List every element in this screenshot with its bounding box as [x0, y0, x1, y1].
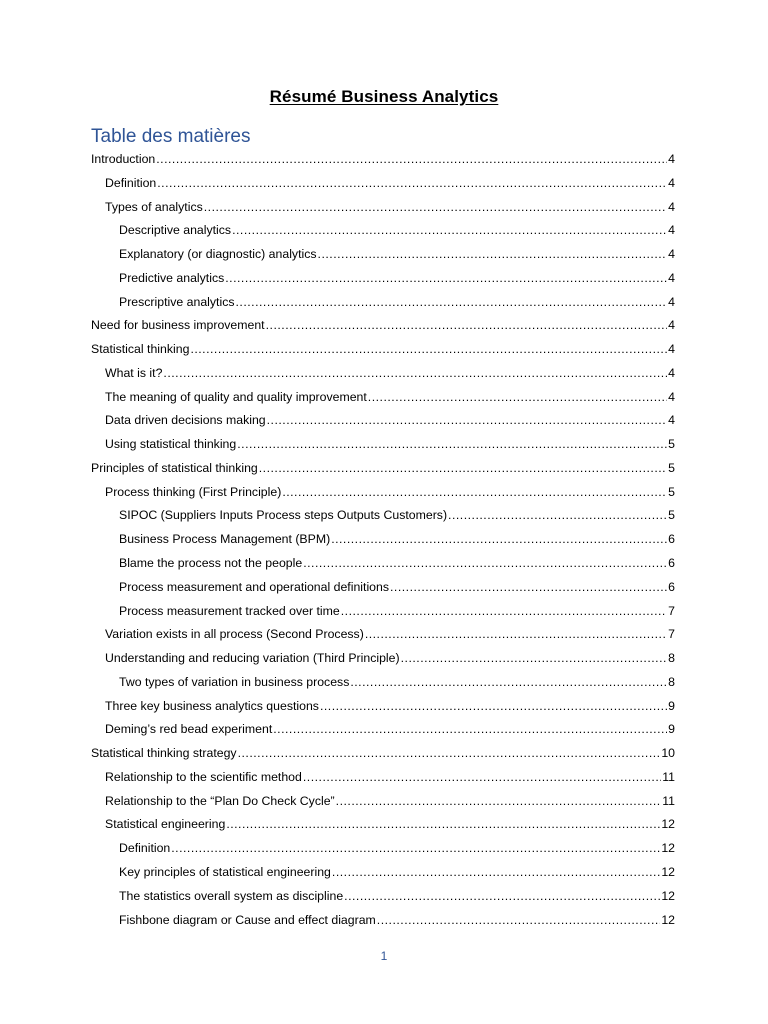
toc-dot-leader: [267, 409, 668, 433]
toc-entry[interactable]: [91, 576, 675, 600]
toc-entry-page[interactable]: 4: [668, 223, 675, 238]
toc-entry[interactable]: [91, 528, 675, 552]
toc-entry-page[interactable]: 11: [662, 793, 675, 808]
toc-dot-leader: [156, 148, 667, 172]
toc-dot-leader: [171, 837, 660, 861]
toc-entry[interactable]: [91, 219, 675, 243]
toc-dot-leader: [204, 196, 667, 220]
toc-entry-page[interactable]: 6: [668, 579, 675, 594]
toc-entry[interactable]: [91, 457, 675, 481]
toc-entry[interactable]: [91, 409, 675, 433]
toc-entry-label[interactable]: Relationship to the “Plan Do Check Cycle”: [105, 793, 335, 808]
toc-entry-page[interactable]: 4: [668, 294, 675, 309]
toc-entry-label[interactable]: Definition: [105, 175, 157, 190]
toc-entry[interactable]: [91, 861, 675, 885]
toc-entry-label[interactable]: Variation exists in all process (Second Process): [105, 627, 364, 642]
toc-dot-leader: [163, 362, 667, 386]
toc-entry-label[interactable]: Key principles of statistical engineering: [119, 864, 331, 879]
page-number: 1: [380, 949, 388, 963]
toc-entry[interactable]: [91, 338, 675, 362]
toc-entry[interactable]: [91, 837, 675, 861]
toc-entry-label[interactable]: Understanding and reducing variation (Third Principle): [105, 651, 400, 666]
toc-dot-leader: [332, 861, 660, 885]
toc-dot-leader: [336, 790, 662, 814]
toc-entry-label[interactable]: Business Process Management (BPM): [119, 532, 331, 547]
toc-dot-leader: [226, 813, 660, 837]
toc-entry[interactable]: [91, 362, 675, 386]
toc-entry-label[interactable]: Statistical thinking strategy: [91, 746, 237, 761]
toc-dot-leader: [282, 481, 667, 505]
toc-entry-label[interactable]: The meaning of quality and quality improvement: [105, 389, 367, 404]
toc-entry-page[interactable]: 4: [668, 270, 675, 285]
toc-entry-page[interactable]: 5: [668, 437, 675, 452]
toc-entry-page[interactable]: 12: [661, 864, 675, 879]
toc-entry[interactable]: [91, 291, 675, 315]
toc-entry-label[interactable]: Explanatory (or diagnostic) analytics: [119, 247, 317, 262]
toc-dot-leader: [303, 766, 661, 790]
toc-entry-label[interactable]: Types of analytics: [105, 199, 203, 214]
toc-entry-label[interactable]: Introduction: [91, 152, 156, 166]
toc-dot-leader: [259, 457, 667, 481]
toc-entry-page[interactable]: 8: [668, 651, 675, 666]
toc-dot-leader: [238, 742, 661, 766]
toc-entry-page[interactable]: 4: [668, 342, 675, 357]
toc-entry-page[interactable]: 4: [668, 247, 675, 262]
toc-entry-label[interactable]: Two types of variation in business process: [119, 674, 350, 689]
toc-entry[interactable]: [91, 718, 675, 742]
toc-entry-page[interactable]: 12: [661, 817, 675, 832]
toc-dot-leader: [157, 172, 667, 196]
toc-entry[interactable]: [91, 481, 675, 505]
toc-entry-page[interactable]: 8: [668, 674, 675, 689]
toc-entry-label[interactable]: Fishbone diagram or Cause and effect diagram: [119, 912, 376, 927]
toc-entry-page[interactable]: 12: [661, 841, 675, 856]
toc-dot-leader: [350, 671, 667, 695]
toc-dot-leader: [320, 695, 667, 719]
toc-entry-page[interactable]: 5: [668, 460, 675, 475]
toc-dot-leader: [237, 433, 667, 457]
toc-entry-page[interactable]: 4: [668, 152, 675, 166]
toc-entry[interactable]: [91, 671, 675, 695]
toc-entry-label[interactable]: Need for business improvement: [91, 318, 265, 333]
toc-entry-label[interactable]: Definition: [119, 841, 171, 856]
toc-entry-label[interactable]: Descriptive analytics: [119, 223, 232, 238]
toc-entry-label[interactable]: Process thinking (First Principle): [105, 484, 282, 499]
toc-entry-page[interactable]: 9: [668, 698, 675, 713]
toc-entry-label[interactable]: Deming’s red bead experiment: [105, 722, 273, 737]
toc-entry[interactable]: [91, 647, 675, 671]
toc-dot-leader: [368, 386, 667, 410]
toc-entry[interactable]: [91, 196, 675, 220]
toc-dot-leader: [225, 267, 667, 291]
toc-dot-leader: [365, 623, 667, 647]
toc-entry-page[interactable]: 6: [668, 556, 675, 571]
toc-entry-page[interactable]: 4: [668, 175, 675, 190]
toc-entry-page[interactable]: 4: [668, 413, 675, 428]
toc-entry[interactable]: [91, 267, 675, 291]
toc-entry-page[interactable]: 4: [668, 199, 675, 214]
toc-entry[interactable]: [91, 386, 675, 410]
toc-dot-leader: [303, 552, 667, 576]
toc-entry-page[interactable]: 5: [668, 508, 675, 523]
toc-dot-leader: [377, 909, 661, 933]
toc-dot-leader: [273, 718, 667, 742]
toc-entry[interactable]: [91, 790, 675, 814]
toc-dot-leader: [232, 219, 667, 243]
table-of-contents: [91, 148, 675, 932]
toc-entry[interactable]: [91, 623, 675, 647]
toc-entry-page[interactable]: 11: [662, 769, 675, 784]
toc-entry[interactable]: [91, 695, 675, 719]
toc-entry-label[interactable]: Statistical thinking: [91, 342, 190, 357]
toc-entry-page[interactable]: 4: [668, 318, 675, 333]
toc-entry[interactable]: [91, 243, 675, 267]
toc-entry-page[interactable]: 4: [668, 389, 675, 404]
toc-entry-label[interactable]: Process measurement tracked over time: [119, 603, 340, 618]
toc-dot-leader: [401, 647, 668, 671]
toc-entry-label[interactable]: Predictive analytics: [119, 270, 225, 285]
toc-entry[interactable]: [91, 909, 675, 933]
toc-entry-label[interactable]: Three key business analytics questions: [105, 698, 319, 713]
toc-entry-label[interactable]: Process measurement and operational definitions: [119, 579, 390, 594]
toc-entry-page[interactable]: 12: [661, 888, 675, 903]
toc-entry[interactable]: [91, 314, 675, 338]
toc-entry-label[interactable]: SIPOC (Suppliers Inputs Process steps Outputs Customers): [119, 508, 448, 523]
toc-entry-label[interactable]: Blame the process not the people: [119, 556, 303, 571]
toc-dot-leader: [390, 576, 667, 600]
toc-dot-leader: [341, 600, 667, 624]
toc-entry[interactable]: [91, 813, 675, 837]
toc-entry[interactable]: [91, 600, 675, 624]
toc-entry[interactable]: [91, 504, 675, 528]
toc-heading: Table des matières: [91, 126, 251, 147]
toc-entry-label[interactable]: Principles of statistical thinking: [91, 460, 258, 475]
toc-entry-page[interactable]: 9: [668, 722, 675, 737]
toc-entry-label[interactable]: What is it?: [105, 365, 163, 380]
toc-dot-leader: [266, 314, 668, 338]
toc-entry-label[interactable]: Relationship to the scientific method: [105, 769, 302, 784]
toc-dot-leader: [236, 291, 668, 315]
toc-entry[interactable]: [91, 766, 675, 790]
toc-entry[interactable]: [91, 172, 675, 196]
toc-entry[interactable]: [91, 148, 675, 172]
toc-entry-page[interactable]: 7: [668, 627, 675, 642]
toc-entry-page[interactable]: 10: [661, 746, 675, 761]
toc-entry-label[interactable]: The statistics overall system as discipline: [119, 888, 344, 903]
toc-entry[interactable]: [91, 742, 675, 766]
document-title: Résumé Business Analytics: [269, 87, 499, 106]
toc-entry-page[interactable]: 4: [668, 365, 675, 380]
toc-entry-page[interactable]: 7: [668, 603, 675, 618]
toc-entry[interactable]: [91, 433, 675, 457]
toc-dot-leader: [344, 885, 660, 909]
toc-entry-label[interactable]: Statistical engineering: [105, 817, 226, 832]
toc-entry-page[interactable]: 5: [668, 484, 675, 499]
toc-entry-page[interactable]: 12: [661, 912, 675, 927]
toc-dot-leader: [448, 504, 667, 528]
toc-dot-leader: [318, 243, 668, 267]
toc-entry[interactable]: [91, 885, 675, 909]
toc-entry-page[interactable]: 6: [668, 532, 675, 547]
toc-entry-label[interactable]: Prescriptive analytics: [119, 294, 235, 309]
toc-entry-label[interactable]: Using statistical thinking: [105, 437, 237, 452]
toc-entry[interactable]: [91, 552, 675, 576]
toc-dot-leader: [190, 338, 667, 362]
toc-entry-label[interactable]: Data driven decisions making: [105, 413, 266, 428]
toc-dot-leader: [331, 528, 667, 552]
